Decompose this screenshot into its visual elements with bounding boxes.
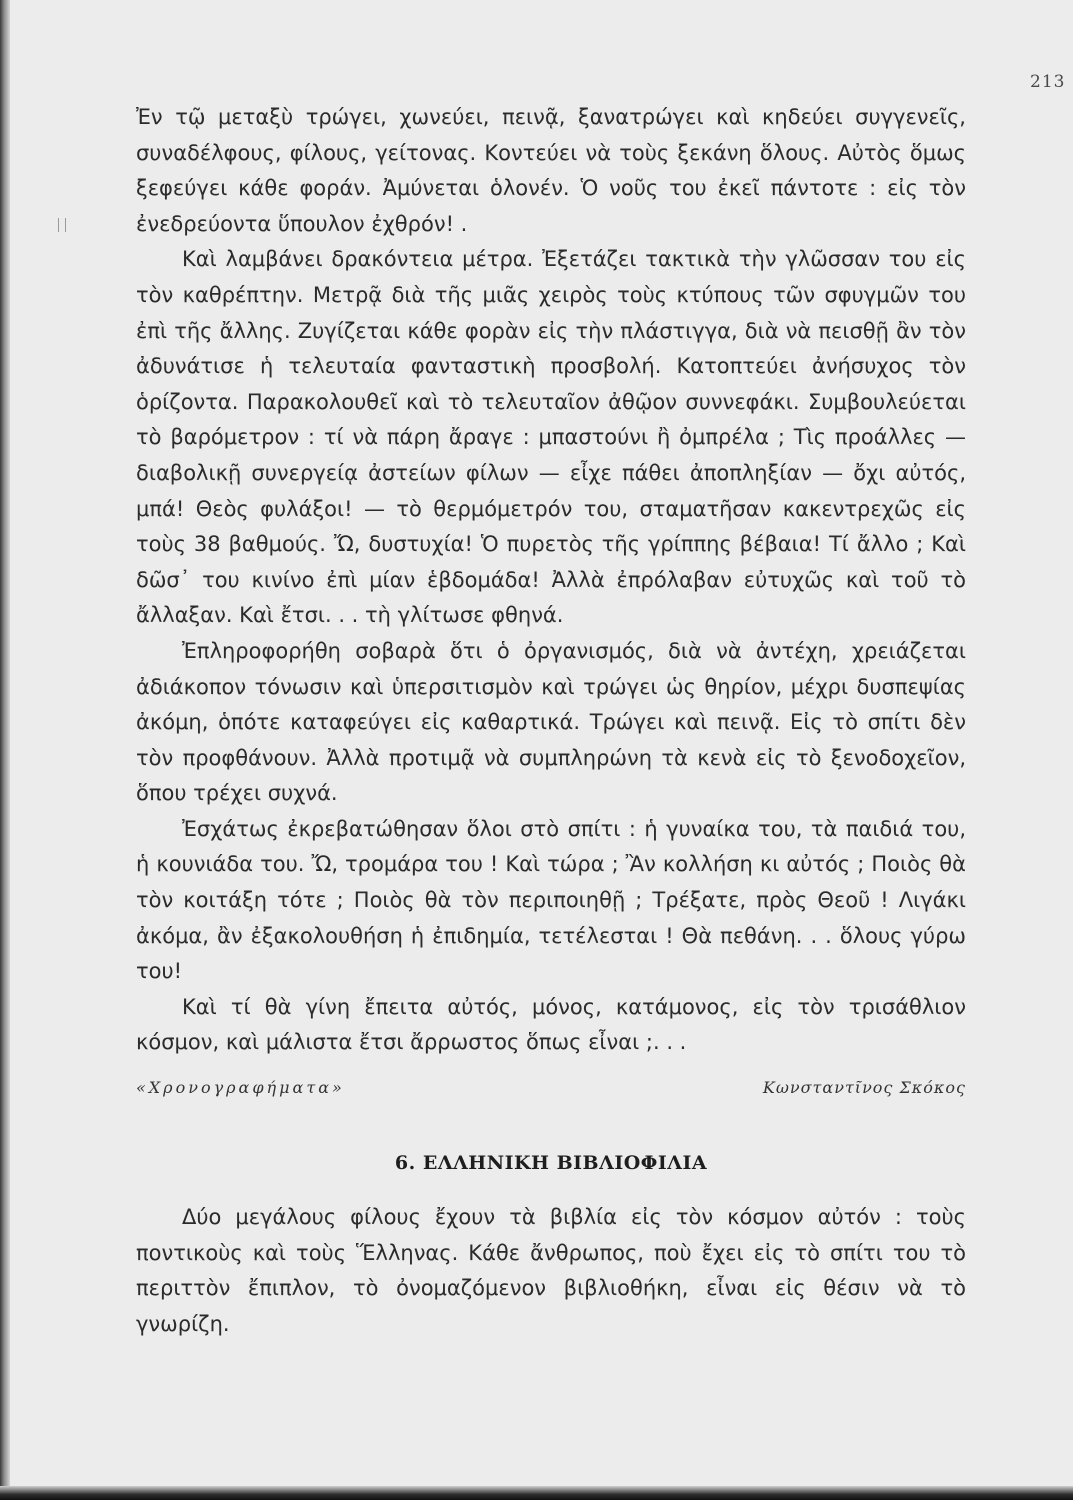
paragraph-5: Καὶ τί θὰ γίνη ἔπειτα αὐτός, μόνος, κατάμονος, εἰς τὸν τρισάθλιον κόσμον, καὶ μάλιστα ἔτσι ἄρρωστος ὅπως εἶναι ;. . . — [136, 994, 966, 1055]
main-text — [136, 100, 966, 1061]
page-bottom-edge — [0, 1486, 1073, 1500]
source-work-title: «Χρονογραφήματα» — [136, 1078, 345, 1097]
section-heading: 6. ΕΛΛΗΝΙΚΗ ΒΙΒΛΙΟΦΙΛΙΑ — [394, 1152, 708, 1174]
source-attribution — [136, 1078, 966, 1106]
section-text — [136, 1200, 966, 1342]
paragraph-4: Ἐσχάτως ἐκρεβατώθησαν ὅλοι στὸ σπίτι : ἡ γυναίκα του, τὰ παιδιά του, ἡ κουνιάδα του. Ὤ, τρομάρα του ! Καὶ τώρα ; Ἂν κολλήση κι αὐτός ; Ποιὸς θὰ τὸν κοιτάξη τότε ; Ποιὸς θὰ τὸν περιποιηθῇ ; Τρέξατε, πρὸς Θεοῦ ! Λιγάκι ἀκόμα, ἂν ἐξακολουθήση ἡ ἐπιδημία, τετέλεσται ! Θὰ πεθάνη. . . ὅλους γύρω του! — [136, 816, 966, 984]
section-paragraph-1: Δύο μεγάλους φίλους ἔχουν τὰ βιβλία εἰς τὸν κόσμον αὐτόν : τοὺς ποντικοὺς καὶ τοὺς Ἕλληνας. Κάθε ἄνθρωπος, ποὺ ἔχει εἰς τὸ σπίτι του τὸ περιττὸν ἔπιπλον, τὸ ὀνομαζόμενον βιβλιοθήκη, εἶναι εἰς θέσιν νὰ τὸ γνωρίζη. — [136, 1205, 966, 1336]
source-author: Κωνσταντῖνος Σκόκος — [762, 1078, 966, 1097]
page-left-edge — [0, 0, 10, 1500]
paragraph-1: Ἐν τῷ μεταξὺ τρώγει, χωνεύει, πεινᾷ, ξανατρώγει καὶ κηδεύει συγγενεῖς, συναδέλφους, φίλους, γείτονας. Κοντεύει νὰ τοὺς ξεκάνη ὅλους. Αὐτὸς ὅμως ξεφεύγει κάθε φοράν. Ἀμύνεται ὁλονέν. Ὁ νοῦς του ἐκεῖ πάντοτε : εἰς τὸν ἐνεδρεύοντα ὕπουλον ἐχθρόν! . — [136, 105, 966, 236]
paragraph-2: Καὶ λαμβάνει δρακόντεια μέτρα. Ἐξετάζει τακτικὰ τὴν γλῶσσαν του εἰς τὸν καθρέπτην. Μετρᾷ διὰ τῆς μιᾶς χειρὸς τοὺς κτύπους τῶν σφυγμῶν του ἐπὶ τῆς ἄλλης. Ζυγίζεται κάθε φορὰν εἰς τὴν πλάστιγγα, διὰ νὰ πεισθῇ ἂν τὸν ἀδυνάτισε ἡ τελευταία φανταστικὴ προσβολή. Κατοπτεύει ἀνήσυχος τὸν ὁρίζοντα. Παρακολουθεῖ καὶ τὸ τελευταῖον ἀθῷον συννεφάκι. Συμβουλεύεται τὸ βαρόμετρον : τί νὰ πάρη ἄραγε : μπαστούνι ἢ ὀμπρέλα ; Τὶς προάλλες — διαβολικῇ συνεργείᾳ ἀστείων φίλων — εἶχε πάθει ἀποπληξίαν — ὄχι αὐτός, μπά! Θεὸς φυλάξοι! — τὸ θερμόμετρόν του, σταματῆσαν κακεντρεχῶς εἰς τοὺς 38 βαθμούς. Ὤ, δυστυχία! Ὁ πυρετὸς τῆς γρίππης βέβαια! Τί ἄλλο ; Καὶ δῶσ᾽ του κινίνο ἐπὶ μίαν ἑβδομάδα! Ἀλλὰ ἐπρόλαβαν εὐτυχῶς καὶ τοῦ τὸ ἄλλαξαν. Καὶ ἔτσι. . . τὴ γλίτωσε φθηνά. — [136, 247, 966, 628]
paragraph-3: Ἐπληροφορήθη σοβαρὰ ὅτι ὁ ὀργανισμός, διὰ νὰ ἀντέχη, χρειάζεται ἀδιάκοπον τόνωσιν καὶ ὑπερσιτισμὸν καὶ τρώγει ὡς θηρίον, μέχρι δυσπεψίας ἀκόμη, ὁπότε καταφεύγει εἰς καθαρτικά. Τρώγει καὶ πεινᾷ. Εἰς τὸ σπίτι δὲν τὸν προφθάνουν. Ἀλλὰ προτιμᾷ νὰ συμπληρώνη τὰ κενὰ εἰς τὸ ξενοδοχεῖον, ὅπου τρέχει συχνά. — [136, 638, 966, 806]
page-number: 213 — [1030, 72, 1066, 92]
margin-mark — [58, 218, 66, 232]
